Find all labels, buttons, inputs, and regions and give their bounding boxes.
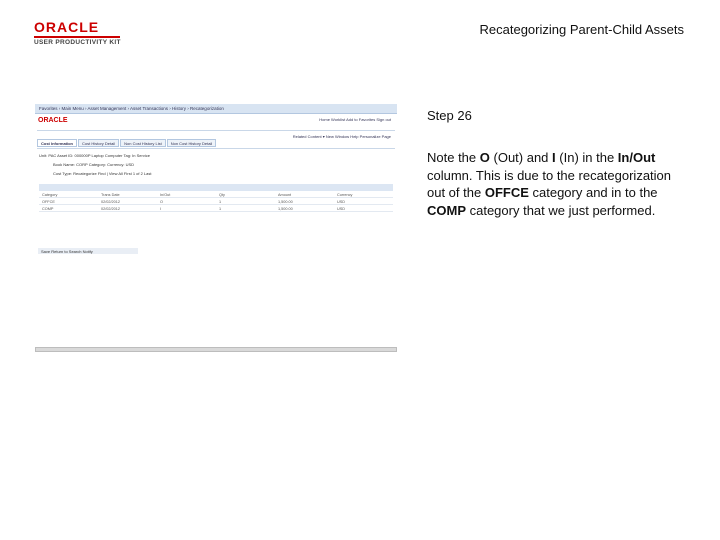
screenshot-field-line: Book Name: CORP Category: Currency: USD [53, 162, 135, 167]
screenshot-tab: Cost History Detail [78, 139, 119, 147]
screenshot-grid [39, 184, 393, 212]
screenshot-divider [37, 148, 395, 149]
logo-divider [34, 36, 120, 38]
screenshot-field-line: Cost Type: Recategorize Find | View All First 1 of 2 Last [53, 171, 152, 176]
logo-wordmark: ORACLE [34, 19, 100, 35]
table-row: Category Trans Date In/Out Qty Amount Currency [39, 191, 393, 198]
screenshot-field-line: Unit: PAC Asset ID: 000000P Laptop Computer Tag: In Service [39, 153, 150, 158]
screenshot-buttons: Save Return to Search Notify [41, 249, 93, 254]
table-row: OFFCE 02/02/2012 O 1 1,500.00 USD [39, 198, 393, 205]
screenshot-logo: ORACLE [38, 117, 68, 124]
oracle-upk-logo [34, 20, 124, 46]
application-screenshot [35, 104, 397, 352]
screenshot-button-bar [38, 248, 138, 254]
screenshot-menu: Home Worklist Add to Favorites Sign out [319, 117, 391, 122]
table-row: COMP 02/02/2012 I 1 1,500.00 USD [39, 205, 393, 212]
screenshot-divider [37, 130, 395, 131]
logo-subtitle: USER PRODUCTIVITY KIT [34, 39, 121, 46]
step-instruction: Note the O (Out) and I (In) in the In/Out column. This is due to the recategorization out of the OFFCE category and in to the COMP category that we just performed. [427, 150, 672, 218]
screenshot-tab: Cost Information [37, 139, 77, 147]
screenshot-tabs [37, 139, 217, 147]
screenshot-grid-header [39, 184, 393, 191]
screenshot-tab: Non Cost History Detail [167, 139, 217, 147]
screenshot-links: Related Content ▾ New Window Help Personalize Page [292, 134, 391, 139]
page-title: Recategorizing Parent-Child Assets [479, 22, 684, 37]
screenshot-scrollbar [35, 347, 397, 352]
screenshot-nav-bar: Favorites › Main Menu › Asset Management › Asset Transactions › History › Recategorization [35, 104, 397, 114]
step-label: Step 26 [427, 108, 472, 123]
screenshot-tab: Non Cost History List [120, 139, 166, 147]
